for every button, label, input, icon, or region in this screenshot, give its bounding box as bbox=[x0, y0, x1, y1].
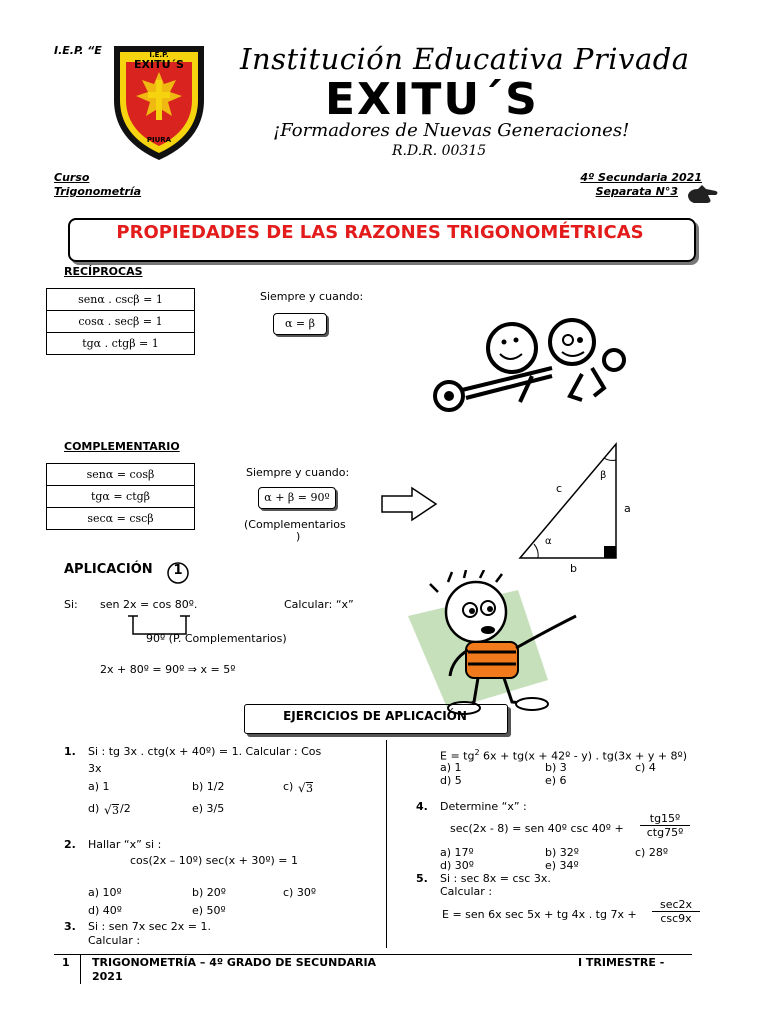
p1-option-d: d) bbox=[88, 802, 100, 815]
p2-text: Hallar “x” si : bbox=[88, 838, 162, 851]
reciprocas-row: tgα . ctgβ = 1 bbox=[82, 337, 159, 350]
p4-equation: sec(2x - 8) = sen 40º csc 40º + bbox=[450, 822, 624, 835]
p4-option-c: c) 28º bbox=[635, 846, 669, 859]
footer-divider bbox=[80, 954, 81, 984]
p4-text: Determine “x” : bbox=[440, 800, 527, 813]
reciprocas-condition-label: Siempre y cuando: bbox=[260, 290, 364, 303]
p5-text-cont: Calcular : bbox=[440, 885, 493, 898]
p3-eq-pre: E = tg bbox=[440, 749, 475, 763]
p5-fraction bbox=[652, 898, 700, 925]
p4-fraction-numerator: tg15º bbox=[640, 812, 690, 826]
p5-text: Si : sec 8x = csc 3x. bbox=[440, 872, 551, 885]
p1-option-e: e) 3/5 bbox=[192, 802, 225, 815]
registration-number: R.D.R. 00315 bbox=[392, 143, 487, 159]
p3-option-b: b) 3 bbox=[545, 761, 567, 774]
p2-number: 2. bbox=[64, 838, 76, 851]
p5-number: 5. bbox=[416, 872, 428, 885]
p4-number: 4. bbox=[416, 800, 428, 813]
logo-top-text: I.E.P. bbox=[149, 51, 169, 59]
brand-name: EXITU´S bbox=[325, 74, 539, 125]
p4-option-e: e) 34º bbox=[545, 859, 579, 872]
footer-rule bbox=[54, 954, 692, 955]
triangle-label-a: a bbox=[624, 502, 631, 515]
p3-eq-sup: 2 bbox=[474, 748, 480, 757]
school-abbrev: I.E.P. “E bbox=[54, 44, 102, 57]
complementario-row: secα = cscβ bbox=[87, 512, 154, 525]
slogan: ¡Formadores de Nuevas Generaciones! bbox=[273, 120, 630, 141]
p1-text-cont: 3x bbox=[88, 762, 102, 775]
complementario-note: (Complementarios bbox=[244, 518, 346, 531]
institution-title: Institución Educativa Privada bbox=[240, 42, 690, 76]
complementario-table bbox=[46, 463, 195, 530]
ejercicios-heading: EJERCICIOS DE APLICACIÓN bbox=[283, 709, 467, 723]
p3-number: 3. bbox=[64, 920, 76, 933]
complementario-condition-formula: α + β = 90º bbox=[258, 487, 336, 509]
p1-option-d-tail: /2 bbox=[120, 802, 131, 815]
p5-equation: E = sen 6x sec 5x + tg 4x . tg 7x + bbox=[442, 908, 637, 921]
p1-option-b: b) 1/2 bbox=[192, 780, 225, 793]
p4-fraction-denominator: ctg75º bbox=[646, 826, 684, 839]
p2-option-c: c) 30º bbox=[283, 886, 317, 899]
p4-fraction bbox=[640, 812, 690, 839]
course-name: Trigonometría bbox=[54, 185, 142, 198]
triangle-label-alpha: α bbox=[545, 536, 552, 547]
p4-option-a: a) 17º bbox=[440, 846, 474, 859]
reciprocas-row: senα . cscβ = 1 bbox=[47, 289, 194, 311]
p2-option-b: b) 20º bbox=[192, 886, 226, 899]
p3-option-d: d) 5 bbox=[440, 774, 462, 787]
grade-label: 4º Secundaria 2021 bbox=[580, 171, 702, 184]
p2-option-d: d) 40º bbox=[88, 904, 122, 917]
sqrt-icon: √ bbox=[104, 803, 112, 817]
p3-text-cont: Calcular : bbox=[88, 934, 141, 947]
handout-number: Separata N°3 bbox=[595, 185, 678, 198]
aplicacion-solution: 2x + 80º = 90º ⇒ x = 5º bbox=[100, 663, 236, 676]
triangle-label-beta: β bbox=[600, 470, 607, 481]
p1-number: 1. bbox=[64, 745, 76, 758]
complementario-row: senα = cosβ bbox=[47, 464, 194, 486]
course-label: Curso bbox=[54, 171, 90, 184]
aplicacion-ask: Calcular: “x” bbox=[284, 598, 354, 611]
p1-option-d-root: 3 bbox=[112, 804, 119, 817]
p5-fraction-numerator: sec2x bbox=[652, 898, 700, 912]
aplicacion-bracket-note: 90º (P. Complementarios) bbox=[146, 632, 287, 645]
footer-year: 2021 bbox=[92, 970, 123, 983]
p1-text: Si : tg 3x . ctg(x + 40º) = 1. Calcular : Cos bbox=[88, 745, 322, 758]
aplicacion-equation: sen 2x = cos 80º. bbox=[100, 598, 198, 611]
aplicacion-heading: APLICACIÓN bbox=[64, 562, 153, 577]
reciprocas-table bbox=[46, 288, 195, 355]
kid-waving-illustration bbox=[408, 570, 584, 720]
logo-city-text: PIURA bbox=[146, 136, 172, 144]
p3-option-e: e) 6 bbox=[545, 774, 567, 787]
p3-text: Si : sen 7x sec 2x = 1. bbox=[88, 920, 211, 933]
p2-equation: cos(2x – 10º) sec(x + 30º) = 1 bbox=[130, 854, 299, 867]
pointing-hand-icon bbox=[686, 183, 720, 207]
p2-option-a: a) 10º bbox=[88, 886, 122, 899]
p2-option-e: e) 50º bbox=[192, 904, 226, 917]
footer-term: I TRIMESTRE - bbox=[578, 956, 665, 969]
complementario-row: tgα = ctgβ bbox=[47, 486, 194, 508]
reciprocas-condition-formula: α = β bbox=[273, 313, 327, 335]
reciprocas-row: cosα . secβ = 1 bbox=[47, 311, 194, 333]
sqrt-icon: √ bbox=[298, 781, 306, 795]
kids-scooter-illustration bbox=[432, 318, 630, 418]
aplicacion-si: Si: bbox=[64, 598, 78, 611]
reciprocas-heading: RECÍPROCAS bbox=[64, 265, 143, 278]
footer-course: TRIGONOMETRÍA – 4º GRADO DE SECUNDARIA bbox=[92, 956, 377, 969]
column-divider bbox=[386, 740, 387, 948]
p3-option-a: a) 1 bbox=[440, 761, 462, 774]
complementario-heading: COMPLEMENTARIO bbox=[64, 440, 180, 453]
complementario-condition-label: Siempre y cuando: bbox=[246, 466, 350, 479]
p5-fraction-denominator: csc9x bbox=[660, 912, 692, 925]
p1-option-c: c) bbox=[283, 780, 294, 793]
complementario-note-close: ) bbox=[296, 530, 301, 543]
p3-option-c: c) 4 bbox=[635, 761, 656, 774]
logo-name-text: EXITU´S bbox=[134, 58, 184, 71]
p1-option-c-root: 3 bbox=[306, 782, 313, 795]
p3-eq-post: 6x + tg(x + 42º - y) . tg(3x + y + 8º) bbox=[479, 749, 688, 763]
triangle-label-b: b bbox=[570, 562, 577, 575]
right-arrow-icon bbox=[380, 486, 438, 522]
p1-option-a: a) 1 bbox=[88, 780, 110, 793]
triangle-label-c: c bbox=[556, 482, 563, 495]
p4-option-b: b) 32º bbox=[545, 846, 579, 859]
page-title: PROPIEDADES DE LAS RAZONES TRIGONOMÉTRICAS bbox=[116, 222, 644, 243]
p4-option-d: d) 30º bbox=[440, 859, 474, 872]
page-number: 1 bbox=[62, 956, 70, 969]
aplicacion-number: 1 bbox=[173, 563, 183, 578]
